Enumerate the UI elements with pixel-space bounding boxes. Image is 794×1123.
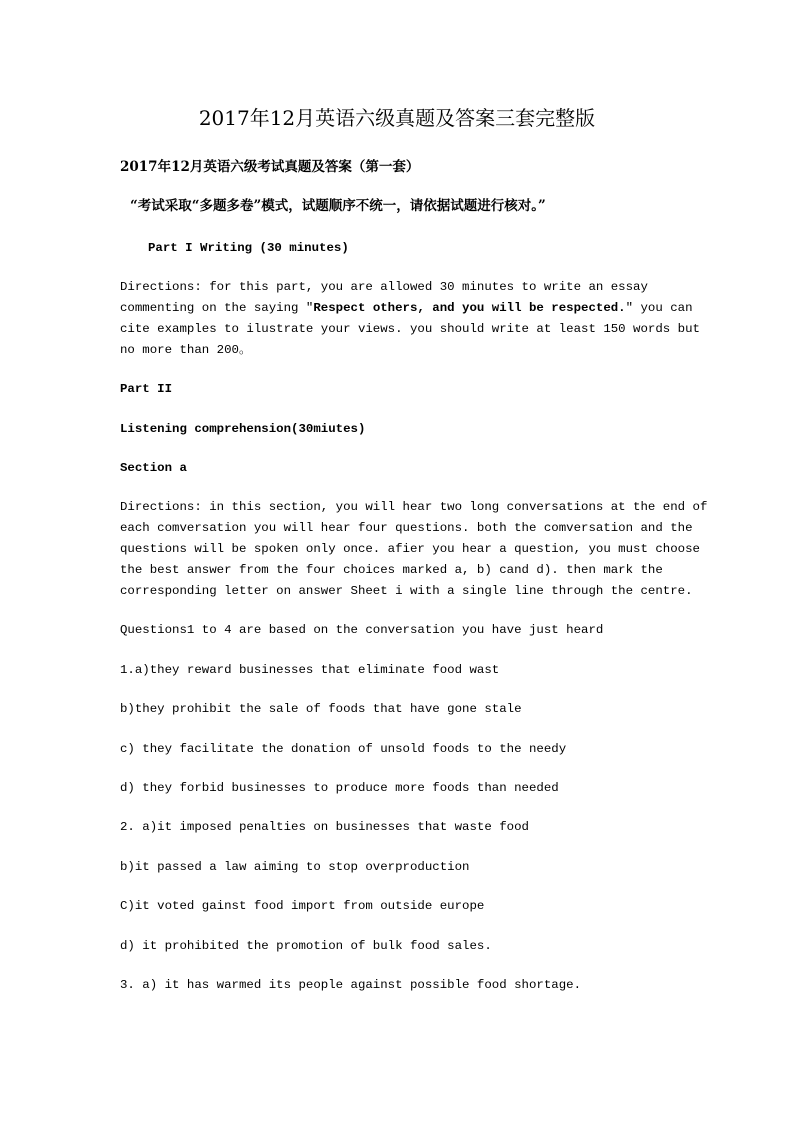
part2-subheading: Listening comprehension(30miutes)	[120, 422, 366, 436]
question-option: 3. a) it has warmed its people against possible food shortage.	[120, 978, 582, 992]
section-a-directions-line: questions will be spoken only once. afier you hear a question, you must choose	[120, 542, 700, 556]
part1-directions	[120, 277, 700, 361]
question-option: c) they facilitate the donation of unsold foods to the needy	[120, 742, 567, 756]
part1-heading: Part I Writing (30 minutes)	[148, 241, 349, 255]
section-a-directions-line: the best answer from the four choices marked a, b) cand d). then mark the	[120, 563, 663, 577]
section-a-directions-line: each comversation you will hear four questions. both the comversation and the	[120, 521, 693, 535]
question-option: d) they forbid businesses to produce more foods than needed	[120, 781, 559, 795]
part1-directions-line2	[120, 298, 693, 319]
question-option: d) it prohibited the promotion of bulk food sales.	[120, 939, 492, 953]
question-option: 2. a)it imposed penalties on businesses that waste food	[120, 820, 529, 834]
part1-directions-line1: Directions: for this part, you are allowed 30 minutes to write an essay	[120, 280, 648, 294]
section-a-directions-line: corresponding letter on answer Sheet i with a single line through the centre.	[120, 584, 693, 598]
section-a-heading: Section a	[120, 461, 187, 475]
section-a-directions-line: Directions: in this section, you will hear two long conversations at the end of	[120, 500, 708, 514]
part1-directions-line2-pre: commenting on the saying "	[120, 301, 314, 315]
section-a-directions	[120, 497, 708, 602]
part1-directions-line2-post: " you can	[625, 301, 693, 315]
document-title: 2017年12月英语六级真题及答案三套完整版	[198, 106, 596, 130]
part1-directions-line3: cite examples to ilustrate your views. you should write at least 150 words but	[120, 322, 700, 336]
questions-intro: Questions1 to 4 are based on the conversation you have just heard	[120, 623, 604, 637]
question-option: C)it voted gainst food import from outside europe	[120, 899, 485, 913]
exam-notice: “考试采取“多题多卷”模式，试题顺序不统一，请依据试题进行核对。”	[130, 198, 546, 214]
essay-prompt-quote: Respect others, and you will be respected.	[313, 301, 626, 315]
question-option: b)they prohibit the sale of foods that have gone stale	[120, 702, 522, 716]
part2-heading: Part II	[120, 382, 173, 396]
part1-directions-line4: no more than 200。	[120, 343, 252, 357]
question-option: b)it passed a law aiming to stop overproduction	[120, 860, 470, 874]
question-option: 1.a)they reward businesses that eliminate food wast	[120, 663, 500, 677]
section-heading: 2017年12月英语六级考试真题及答案（第一套）	[120, 159, 420, 175]
